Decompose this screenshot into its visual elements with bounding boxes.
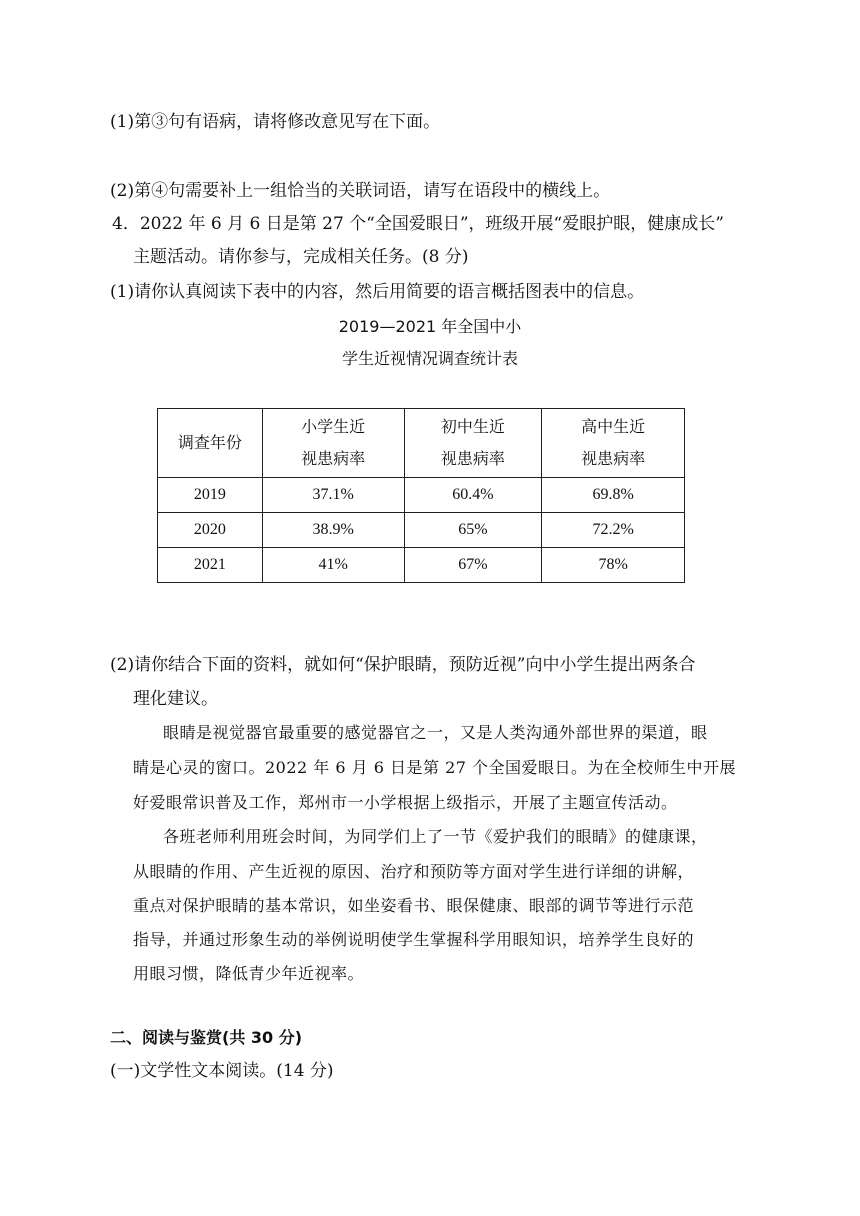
table-row: [158, 548, 685, 583]
q3-sub2: (2)第④句需要补上一组恰当的关联词语，请写在语段中的横线上。: [110, 181, 611, 201]
section2-part1: (一)文学性文本阅读。(14 分): [110, 1061, 334, 1081]
q4-stem-line1: 4．2022 年 6 月 6 日是第 27 个“全国爱眼日”，班级开展“爱眼护眼，健康成长”: [112, 214, 724, 234]
q3-sub1: (1)第③句有语病，请将修改意见写在下面。: [110, 112, 441, 132]
header-primary: 小学生近 视患病率: [262, 409, 404, 478]
q4-stem-line2: 主题活动。请你参与，完成相关任务。(8 分): [133, 247, 469, 267]
cell-primary: 37.1%: [262, 478, 404, 513]
cell-primary: 38.9%: [262, 513, 404, 548]
myopia-stats-table: [157, 408, 685, 583]
cell-year: 2020: [158, 513, 263, 548]
cell-senior: 72.2%: [542, 513, 685, 548]
q4-sub2-line1: (2)请你结合下面的资料，就如何“保护眼睛，预防近视”向中小学生提出两条合: [110, 655, 696, 675]
cell-junior: 65%: [404, 513, 542, 548]
table-row: [158, 513, 685, 548]
material-line: 眼睛是视觉器官最重要的感觉器官之一，又是人类沟通外部世界的渠道，眼: [163, 723, 708, 742]
cell-primary: 41%: [262, 548, 404, 583]
cell-senior: 78%: [542, 548, 685, 583]
cell-junior: 60.4%: [404, 478, 542, 513]
material-line: 重点对保护眼睛的基本常识，如坐姿看书、眼保健康、眼部的调节等进行示范: [133, 896, 695, 915]
header-junior: 初中生近 视患病率: [404, 409, 542, 478]
q4-sub1: (1)请你认真阅读下表中的内容，然后用简要的语言概括图表中的信息。: [110, 282, 645, 302]
cell-year: 2019: [158, 478, 263, 513]
cell-year: 2021: [158, 548, 263, 583]
q4-sub2-line2: 理化建议。: [133, 689, 218, 709]
material-line: 好爱眼常识普及工作，郑州市一小学根据上级指示，开展了主题宣传活动。: [133, 793, 678, 812]
material-line: 睛是心灵的窗口。2022 年 6 月 6 日是第 27 个全国爱眼日。为在全校师生中开展: [133, 758, 737, 777]
header-year: 调查年份: [158, 409, 263, 478]
material-line: 用眼习惯，降低青少年近视率。: [133, 964, 365, 983]
material-line: 指导，并通过形象生动的举例说明使学生掌握科学用眼知识，培养学生良好的: [133, 930, 695, 949]
material-line: 各班老师利用班会时间，为同学们上了一节《爱护我们的眼睛》的健康课，: [163, 827, 708, 846]
table-row: [158, 478, 685, 513]
header-senior: 高中生近 视患病率: [542, 409, 685, 478]
cell-junior: 67%: [404, 548, 542, 583]
table-header-row: [158, 409, 685, 478]
table-title-line2: 学生近视情况调查统计表: [341, 349, 518, 368]
cell-senior: 69.8%: [542, 478, 685, 513]
material-line: 从眼睛的作用、产生近视的原因、治疗和预防等方面对学生进行详细的讲解，: [133, 862, 695, 881]
table-title-line1: 2019—2021 年全国中小: [338, 317, 522, 336]
section2-title: 二、阅读与鉴赏(共 30 分): [110, 1028, 303, 1047]
